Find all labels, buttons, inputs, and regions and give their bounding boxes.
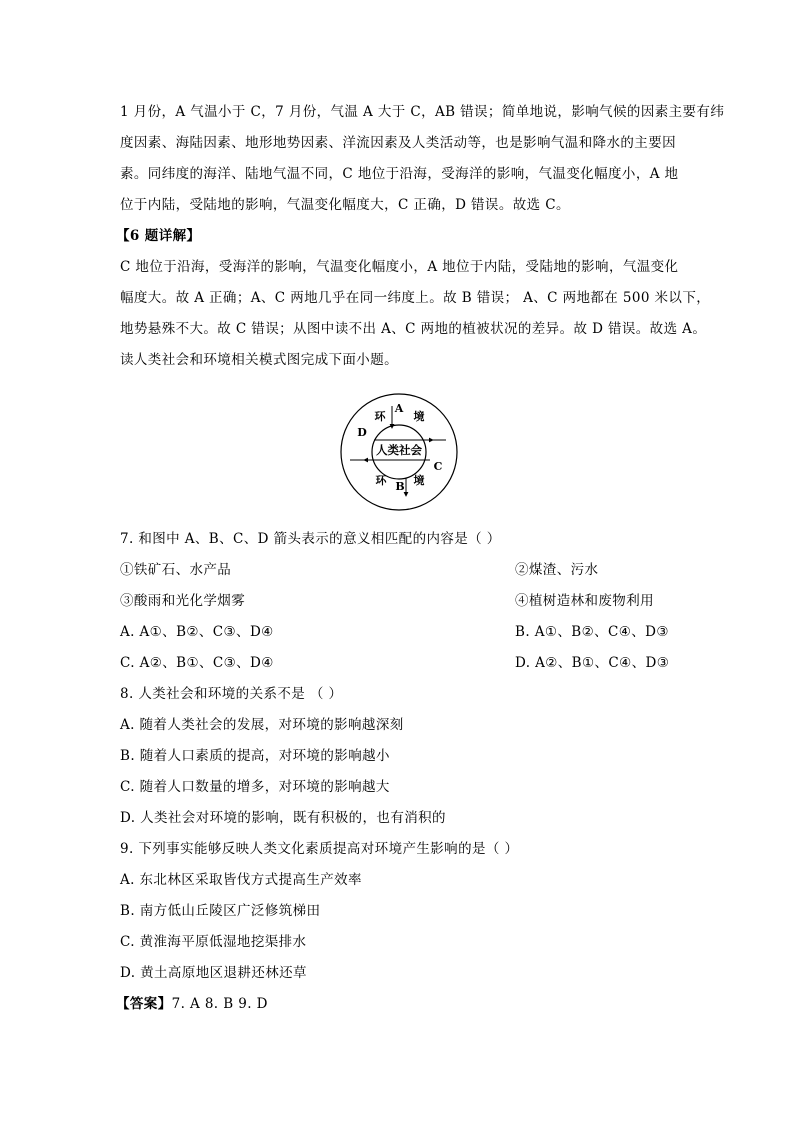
section-heading-q6: 【6 题详解】 <box>116 228 201 244</box>
explanation-line: 位于内陆，受陆地的影响，气温变化幅度大，C 正确，D 错误。故选 C。 <box>120 197 570 213</box>
explanation-line: C 地位于沿海，受海洋的影响，气温变化幅度小，A 地位于内陆，受陆地的影响，气温变化 <box>120 259 679 275</box>
label-top-right: 境 <box>413 410 425 423</box>
reading-instruction: 读人类社会和环境相关模式图完成下面小题。 <box>120 352 398 368</box>
question-9-stem: 9. 下列事实能够反映人类文化素质提高对环境产生影响的是（ ） <box>120 841 519 857</box>
q8-option: B. 随着人口素质的提高，对环境的影响越小 <box>120 748 390 764</box>
human-society-environment-diagram <box>334 392 462 512</box>
explanation-line: 1 月份，A 气温小于 C，7 月份，气温 A 大于 C，AB 错误；简单地说，影响气候的因素主要有纬 <box>120 104 725 120</box>
q9-option: A. 东北林区采取皆伐方式提高生产效率 <box>120 872 362 888</box>
q8-option: A. 随着人类社会的发展，对环境的影响越深刻 <box>120 717 404 733</box>
label-top-left: 环 <box>374 410 386 423</box>
label-d: D <box>357 426 367 439</box>
q7-item: ③酸雨和光化学烟雾 ④植树造林和废物利用 <box>120 593 654 609</box>
label-bottom-left: 环 <box>375 474 387 487</box>
label-bottom-right: 境 <box>413 474 425 487</box>
label-a: A <box>394 402 404 415</box>
explanation-line: 幅度大。故 A 正确；A、C 两地几乎在同一纬度上。故 B 错误； A、C 两地都在 500 米以下， <box>120 290 711 306</box>
q7-option: A. A①、B②、C③、D④ B. A①、B②、C④、D③ <box>120 624 669 640</box>
q7-item: ①铁矿石、水产品 ②煤渣、污水 <box>120 562 599 578</box>
explanation-line: 素。同纬度的海洋、陆地气温不同，C 地位于沿海，受海洋的影响，气温变化幅度小，A 地 <box>120 166 679 182</box>
q8-option: D. 人类社会对环境的影响，既有积极的，也有消积的 <box>120 810 446 826</box>
label-c: C <box>433 460 443 473</box>
question-8-stem: 8. 人类社会和环境的关系不是 （ ） <box>120 686 343 702</box>
answer-line <box>116 994 268 1014</box>
explanation-line: 地势悬殊不大。故 C 错误；从图中读不出 A、C 两地的植被状况的差异。故 D 错误。故选 A。 <box>120 321 707 337</box>
q8-option: C. 随着人口数量的增多，对环境的影响越大 <box>120 779 390 795</box>
explanation-line: 度因素、海陆因素、地形地势因素、洋流因素及人类活动等，也是影响气温和降水的主要因 <box>120 135 676 151</box>
q9-option: C. 黄淮海平原低湿地挖渠排水 <box>120 934 307 950</box>
label-b: B <box>395 480 405 493</box>
question-7-stem: 7. 和图中 A、B、C、D 箭头表示的意义相匹配的内容是（ ） <box>120 531 501 547</box>
answer-label: 【答案】 <box>116 996 172 1012</box>
label-center: 人类社会 <box>376 443 422 457</box>
answer-text: 7. A 8. B 9. D <box>171 996 268 1012</box>
q7-option: C. A②、B①、C③、D④ D. A②、B①、C④、D③ <box>120 655 670 671</box>
q9-option: D. 黄土高原地区退耕还林还草 <box>120 965 307 981</box>
q9-option: B. 南方低山丘陵区广泛修筑梯田 <box>120 903 321 919</box>
